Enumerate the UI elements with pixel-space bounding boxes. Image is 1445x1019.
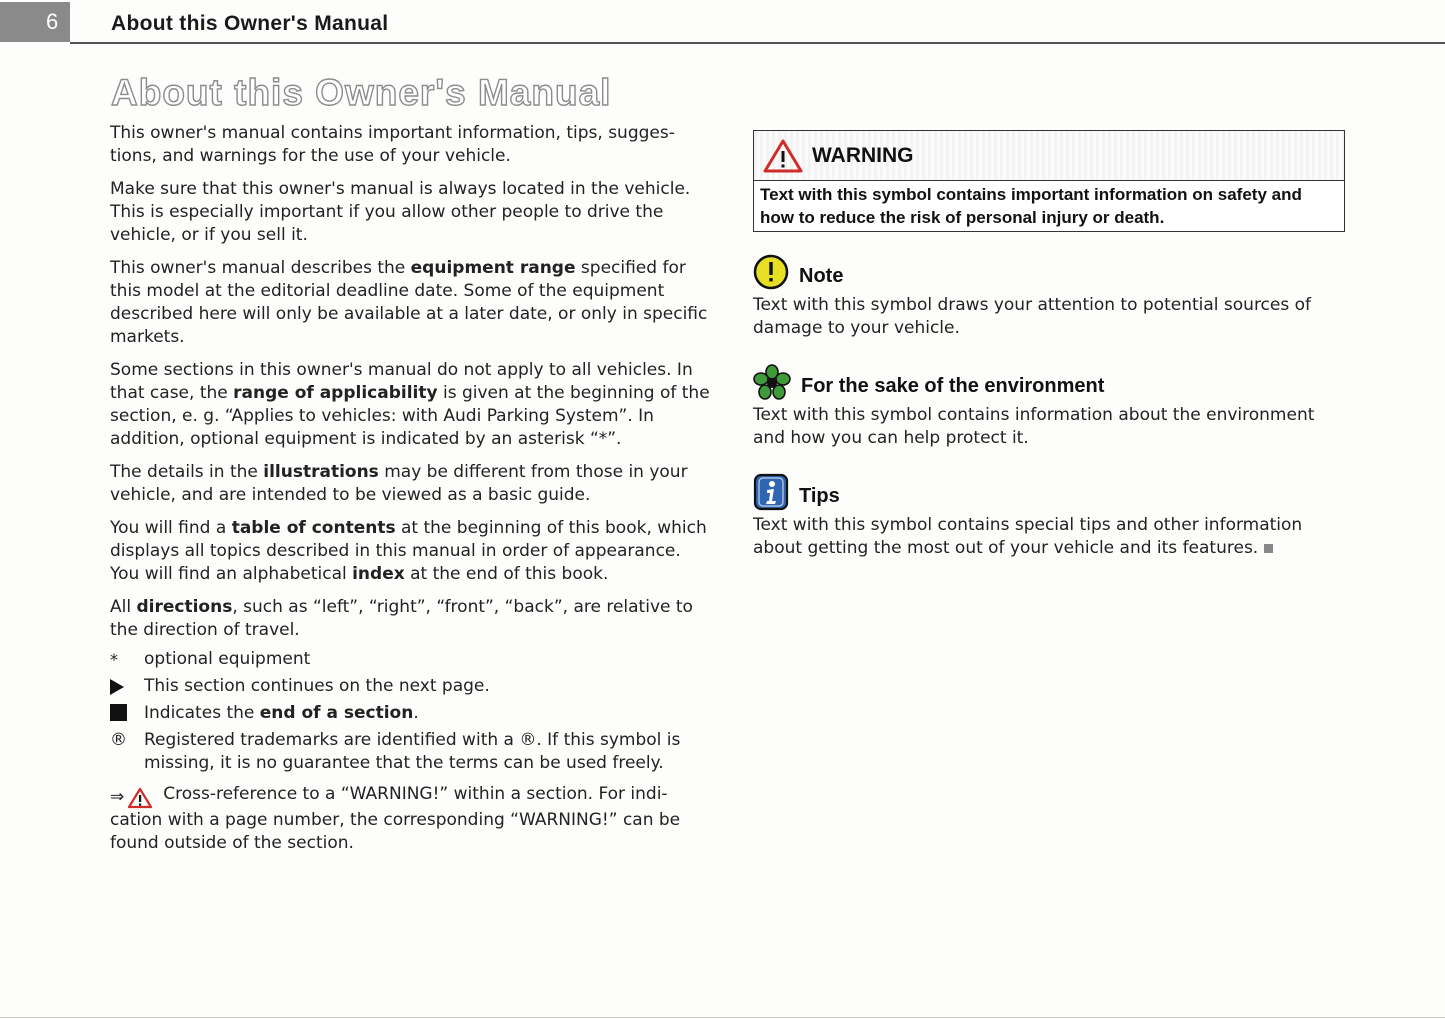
directions-paragraph: All directions, such as “left”, “right”, “front”, “back”, are relative to the direction of travel. — [110, 597, 693, 640]
right-column — [753, 130, 1348, 560]
symbol-legend — [110, 648, 710, 775]
flower-icon — [753, 364, 791, 400]
legend-item-continues: This section continues on the next page. — [110, 675, 710, 698]
page-header — [0, 0, 1445, 44]
environment-body: Text with this symbol contains information about the environment and how you can help protect it. — [753, 405, 1315, 448]
page-title: About this Owner's Manual — [111, 72, 612, 113]
note-body: Text with this symbol draws your attention to potential sources of damage to your vehicle. — [753, 295, 1312, 338]
note-title: Note — [799, 264, 844, 287]
tips-body: Text with this symbol contains special tips and other information about getting the most out of your vehicle and its features. — [753, 515, 1303, 558]
equipment-paragraph: This owner's manual describes the equipment range specified for this model at the editorial deadline date. Some of the equipment described here will only be available at a later date, or only in specific markets. — [110, 258, 708, 347]
tips-body-wrap — [753, 514, 1348, 560]
tips-section — [753, 472, 1348, 560]
location-paragraph: Make sure that this owner's manual is always located in the vehicle. This is especially important if you allow other people to drive the vehicle, or if you sell it. — [110, 179, 691, 245]
contents-paragraph: You will find a table of contents at the beginning of this book, which displays all topics described in this manual in order of appearance. You will find an alphabetical index at the end of this book. — [110, 518, 707, 584]
legend-item-optional: * optional equipment — [110, 649, 311, 669]
warning-box — [753, 130, 1345, 232]
registered-icon: ® — [110, 730, 127, 750]
exclamation-circle-icon — [753, 254, 789, 290]
info-icon — [753, 473, 789, 511]
page-number: 6 — [0, 2, 70, 42]
intro-paragraph: This owner's manual contains important information, tips, sugges-tions, and warnings for the use of your vehicle. — [110, 123, 675, 166]
warning-triangle-icon — [762, 138, 804, 174]
header-rule — [70, 42, 1445, 44]
square-end-icon — [110, 704, 127, 721]
applicability-paragraph: Some sections in this owner's manual do not apply to all vehicles. In that case, the range of applicability is given at the beginning of the section, e. g. “Applies to vehicles: with Audi Parking System”. In addition, optional equipment is indicated by an asterisk “*”. — [110, 360, 710, 449]
asterisk-icon: * — [110, 650, 118, 669]
left-column — [110, 122, 710, 855]
bottom-rule — [0, 1017, 1445, 1018]
environment-section — [753, 362, 1348, 450]
double-arrow-icon: ⇒ — [110, 787, 125, 807]
end-of-section-icon — [1264, 544, 1273, 553]
triangle-right-icon — [110, 679, 124, 695]
environment-title: For the sake of the environment — [801, 374, 1105, 397]
xref-text: Cross-reference to a “WARNING!” within a section. For indi-cation with a page number, the corresponding “WARNING!” can be found outside of the section. — [110, 784, 681, 853]
legend-item-end: Indicates the end of a section. — [110, 702, 710, 725]
note-section — [753, 252, 1348, 340]
warning-body: Text with this symbol contains important information on safety and how to reduce the risk of personal injury or death. — [760, 185, 1302, 227]
legend-item-xref — [110, 783, 710, 855]
warning-title: WARNING — [812, 143, 914, 167]
warning-triangle-icon — [127, 787, 153, 809]
legend-item-registered: ® Registered trademarks are identified with a ®. If this symbol is missing, it is no guarantee that the terms can be used freely. — [110, 730, 681, 773]
running-head: About this Owner's Manual — [111, 12, 389, 35]
tips-title: Tips — [799, 484, 840, 507]
illustrations-paragraph: The details in the illustrations may be different from those in your vehicle, and are intended to be viewed as a basic guide. — [110, 462, 688, 505]
